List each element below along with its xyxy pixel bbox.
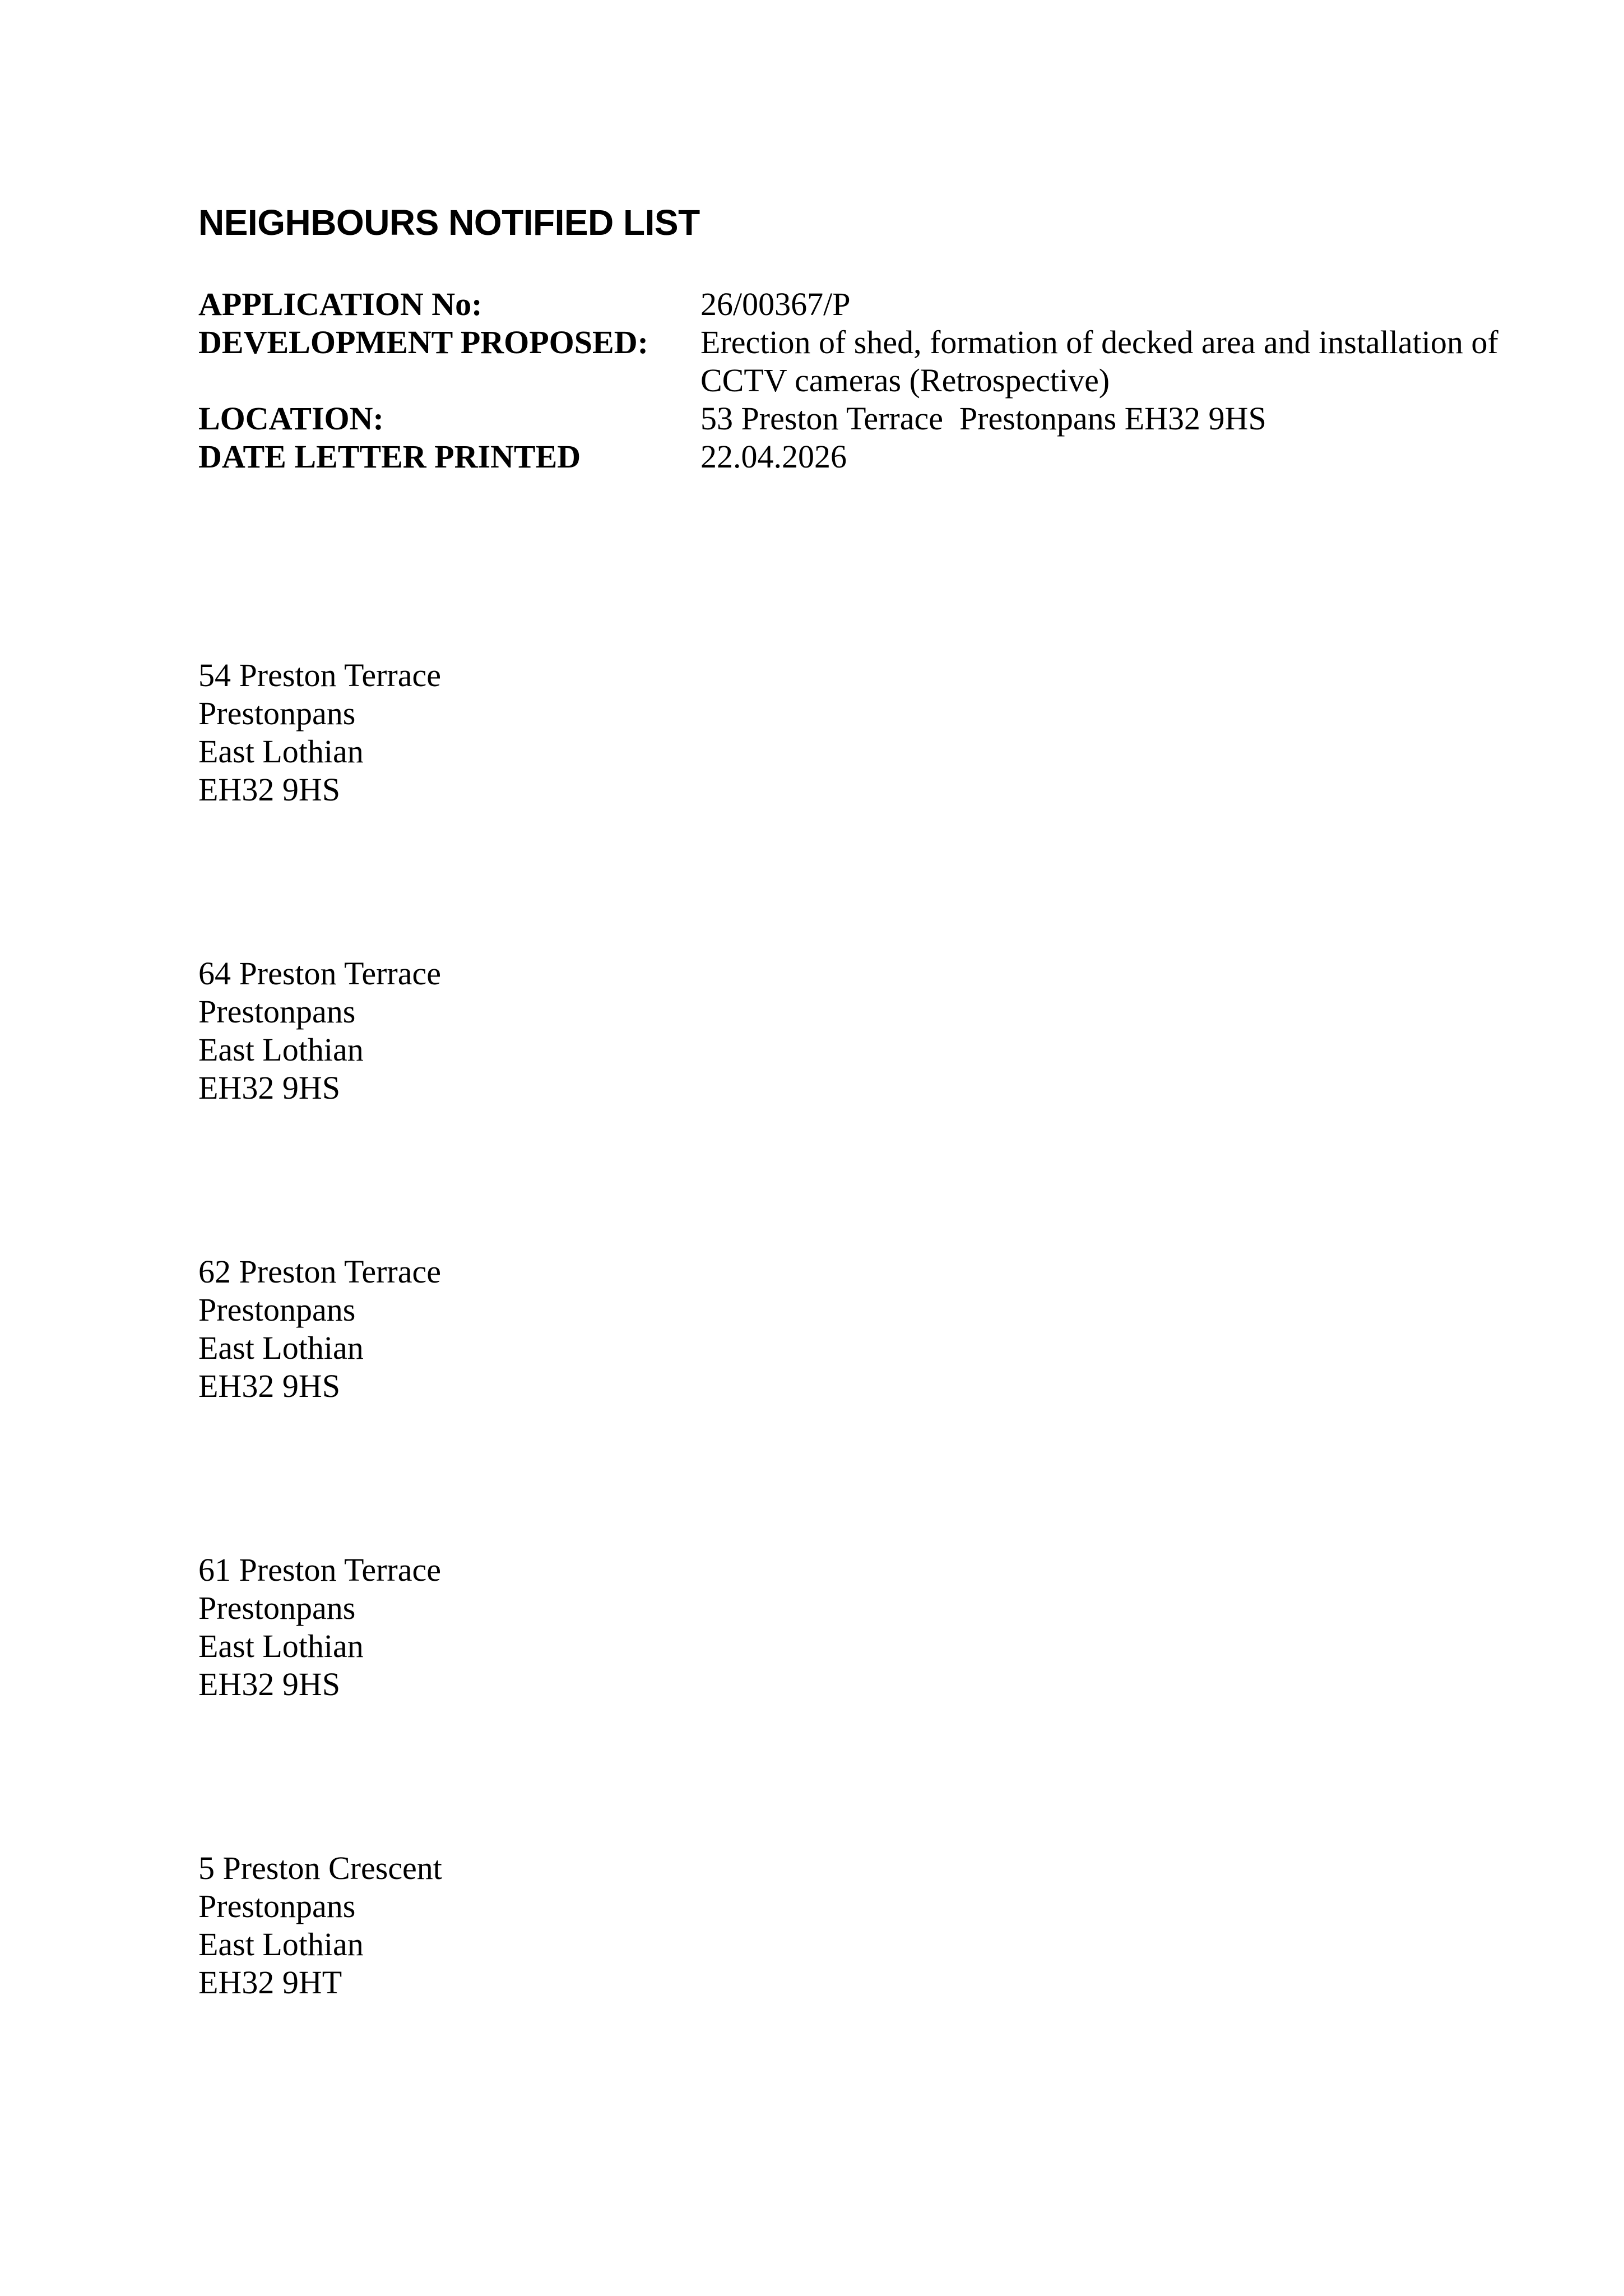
development-proposed-label: DEVELOPMENT PROPOSED: <box>198 324 648 360</box>
address-region: East Lothian <box>198 1330 364 1366</box>
address-street: 5 Preston Crescent <box>198 1850 442 1886</box>
address-postcode: EH32 9HS <box>198 1070 340 1106</box>
date-letter-printed-label: DATE LETTER PRINTED <box>198 438 581 475</box>
address-street: 64 Preston Terrace <box>198 955 441 992</box>
address-town: Prestonpans <box>198 1292 356 1328</box>
development-proposed-value: Erection of shed, formation of decked area and installation of CCTV cameras (Retrospective) <box>700 324 1498 399</box>
application-details <box>198 285 1543 476</box>
address-region: East Lothian <box>198 733 364 770</box>
address-town: Prestonpans <box>198 1888 356 1924</box>
address-postcode: EH32 9HS <box>198 1368 340 1404</box>
address-region: East Lothian <box>198 1031 364 1068</box>
location-label: LOCATION: <box>198 400 384 437</box>
neighbour-address <box>198 1849 871 2002</box>
address-postcode: EH32 9HS <box>198 771 340 808</box>
address-street: 62 Preston Terrace <box>198 1253 441 1290</box>
application-number-value: 26/00367/P <box>700 286 851 322</box>
neighbour-address <box>198 1253 871 1405</box>
application-number-label: APPLICATION No: <box>198 286 482 322</box>
address-postcode: EH32 9HT <box>198 1964 342 2001</box>
address-town: Prestonpans <box>198 1590 356 1626</box>
date-letter-printed-row <box>198 438 1543 476</box>
date-letter-printed-value: 22.04.2026 <box>700 438 847 475</box>
location-row <box>198 400 1543 438</box>
address-postcode: EH32 9HS <box>198 1666 340 1702</box>
development-proposed-row <box>198 323 1543 400</box>
address-region: East Lothian <box>198 1628 364 1664</box>
page-title: NEIGHBOURS NOTIFIED LIST <box>198 202 700 243</box>
neighbour-address <box>198 1551 871 1704</box>
address-town: Prestonpans <box>198 695 356 732</box>
location-value: 53 Preston Terrace Prestonpans EH32 9HS <box>700 400 1266 437</box>
neighbour-address <box>198 955 871 1107</box>
address-town: Prestonpans <box>198 993 356 1030</box>
neighbour-address <box>198 656 871 809</box>
address-street: 61 Preston Terrace <box>198 1552 441 1588</box>
address-street: 54 Preston Terrace <box>198 657 441 693</box>
application-number-row <box>198 285 1543 323</box>
address-region: East Lothian <box>198 1926 364 1962</box>
